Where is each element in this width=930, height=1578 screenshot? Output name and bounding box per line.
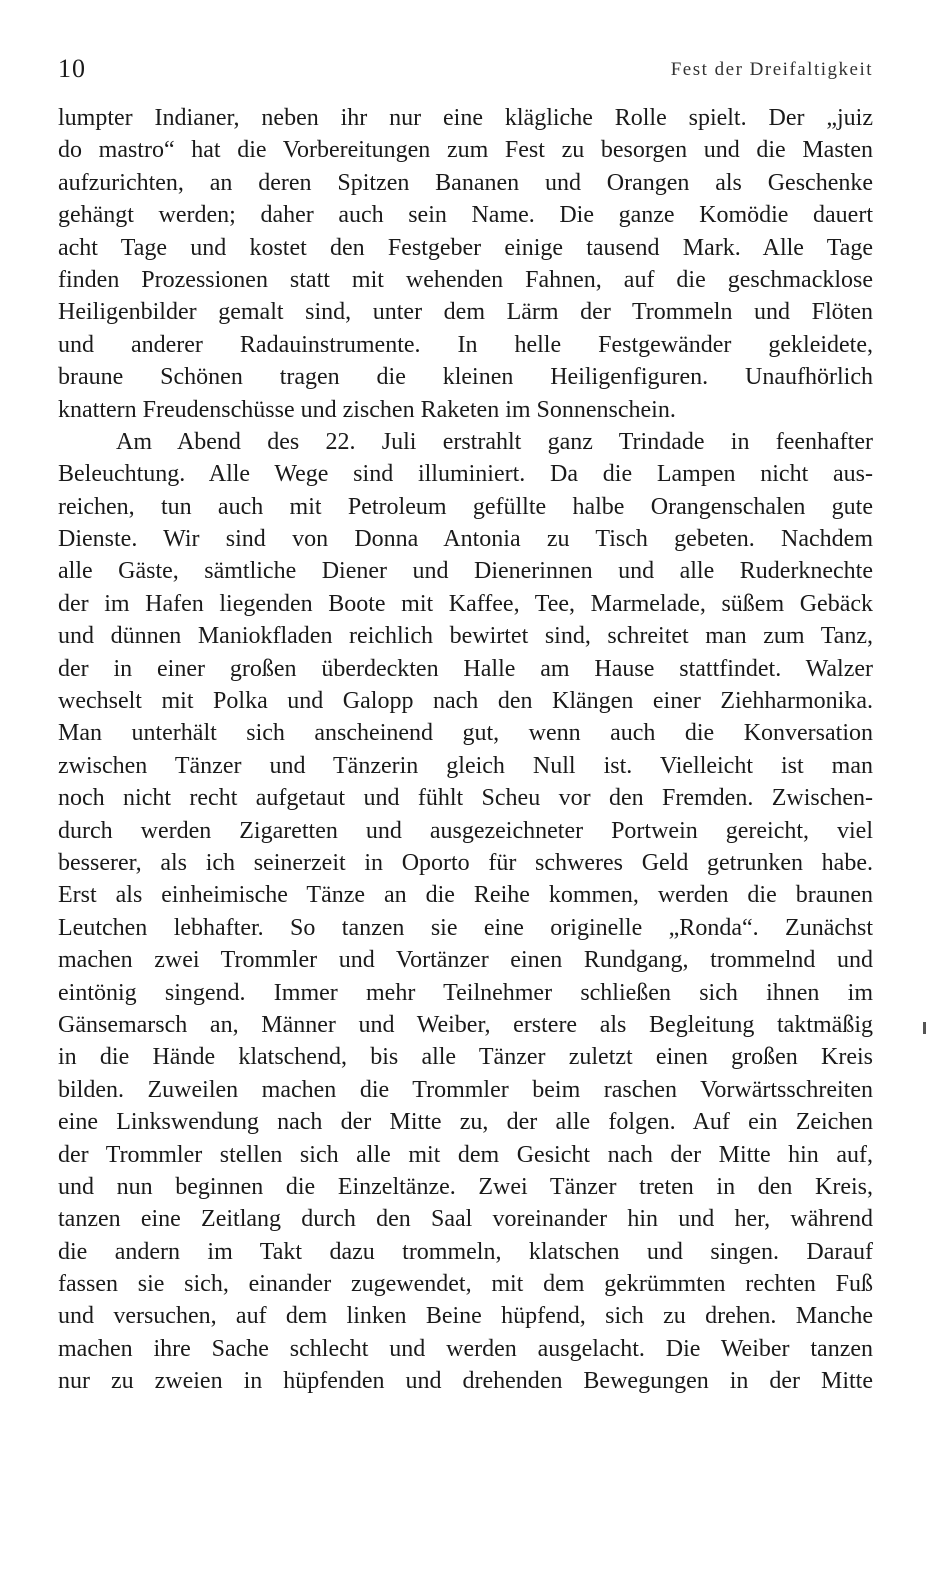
text-line: eine Linkswendung nach der Mitte zu, der alle folgen. Auf ein Zeichen xyxy=(58,1109,873,1136)
text-line: Gänsemarsch an, Männer und Weiber, erstere als Begleitung taktmäßig xyxy=(58,1011,873,1038)
text-line: do mastro“ hat die Vorbereitungen zum Fest zu besorgen und die Masten xyxy=(58,137,873,164)
page-header xyxy=(58,52,873,86)
text-line: fassen sie sich, einander zugewendet, mit dem gekrümmten rechten Fuß xyxy=(58,1271,873,1298)
text-line: Man unterhält sich anscheinend gut, wenn auch die Konversation xyxy=(58,720,873,747)
text-line: Heiligenbilder gemalt sind, unter dem Lärm der Trommeln und Flöten xyxy=(58,299,873,326)
text-line: eintönig singend. Immer mehr Teilnehmer schließen sich ihnen im xyxy=(58,979,873,1006)
text-line: alle Gäste, sämtliche Diener und Dienerinnen und alle Ruderknechte xyxy=(58,558,873,585)
text-line: Erst als einheimische Tänze an die Reihe kommen, werden die braunen xyxy=(58,882,873,909)
body-text xyxy=(58,102,873,1398)
text-line: machen ihre Sache schlecht und werden ausgelacht. Die Weiber tanzen xyxy=(58,1335,873,1362)
text-line: in die Hände klatschend, bis alle Tänzer zuletzt einen großen Kreis xyxy=(58,1044,873,1071)
text-line: finden Prozessionen statt mit wehenden Fahnen, auf die geschmacklose xyxy=(58,266,873,293)
text-line: zwischen Tänzer und Tänzerin gleich Null ist. Vielleicht ist man xyxy=(58,752,873,779)
text-line: die andern im Takt dazu trommeln, klatschen und singen. Darauf xyxy=(58,1238,873,1265)
text-line: der Trommler stellen sich alle mit dem Gesicht nach der Mitte hin auf, xyxy=(58,1141,873,1168)
text-line: Leutchen lebhafter. So tanzen sie eine originelle „Ronda“. Zunächst xyxy=(58,914,873,941)
text-line: und versuchen, auf dem linken Beine hüpfend, sich zu drehen. Manche xyxy=(58,1303,873,1330)
text-line: durch werden Zigaretten und ausgezeichneter Portwein gereicht, viel xyxy=(58,817,873,844)
text-line: aufzurichten, an deren Spitzen Bananen und Orangen als Geschenke xyxy=(58,169,873,196)
text-line: knattern Freudenschüsse und zischen Raketen im Sonnenschein. xyxy=(58,396,676,423)
text-line: braune Schönen tragen die kleinen Heiligenfiguren. Unaufhörlich xyxy=(58,364,873,391)
text-line: und nun beginnen die Einzeltänze. Zwei Tänzer treten in den Kreis, xyxy=(58,1173,873,1200)
text-line: und anderer Radauinstrumente. In helle Festgewänder gekleidete, xyxy=(58,331,873,358)
paragraph xyxy=(58,102,873,426)
text-line: Dienste. Wir sind von Donna Antonia zu Tisch gebeten. Nachdem xyxy=(58,526,873,553)
text-line: und dünnen Maniokfladen reichlich bewirtet sind, schreitet man zum Tanz, xyxy=(58,623,873,650)
text-line: gehängt werden; daher auch sein Name. Die ganze Komödie dauert xyxy=(58,202,873,229)
text-line: machen zwei Trommler und Vortänzer einen Rundgang, trommelnd und xyxy=(58,947,873,974)
text-line: Am Abend des 22. Juli erstrahlt ganz Trindade in feenhafter xyxy=(116,428,873,455)
text-line: Beleuchtung. Alle Wege sind illuminiert. Da die Lampen nicht aus- xyxy=(58,461,873,488)
text-line: nur zu zweien in hüpfenden und drehenden Bewegungen in der Mitte xyxy=(58,1368,873,1395)
page-number: 10 xyxy=(58,54,86,83)
margin-mark xyxy=(923,1022,926,1034)
text-line: acht Tage und kostet den Festgeber einige tausend Mark. Alle Tage xyxy=(58,234,873,261)
text-line: der im Hafen liegenden Boote mit Kaffee, Tee, Marmelade, süßem Gebäck xyxy=(58,590,873,617)
text-line: noch nicht recht aufgetaut und fühlt Scheu vor den Fremden. Zwischen- xyxy=(58,785,873,812)
running-title: Fest der Dreifaltigkeit xyxy=(670,59,873,80)
text-line: lumpter Indianer, neben ihr nur eine klägliche Rolle spielt. Der „juiz xyxy=(58,105,873,131)
text-line: reichen, tun auch mit Petroleum gefüllte halbe Orangenschalen gute xyxy=(58,493,873,520)
text-line: besserer, als ich seinerzeit in Oporto für schweres Geld getrunken habe. xyxy=(58,849,873,876)
text-line: tanzen eine Zeitlang durch den Saal voreinander hin und her, während xyxy=(58,1206,873,1233)
text-line: bilden. Zuweilen machen die Trommler beim raschen Vorwärtsschreiten xyxy=(58,1076,873,1103)
text-line: der in einer großen überdeckten Halle am Hause stattfindet. Walzer xyxy=(58,655,873,682)
paragraph xyxy=(58,426,873,1398)
text-line: wechselt mit Polka und Galopp nach den Klängen einer Ziehharmonika. xyxy=(58,688,873,715)
